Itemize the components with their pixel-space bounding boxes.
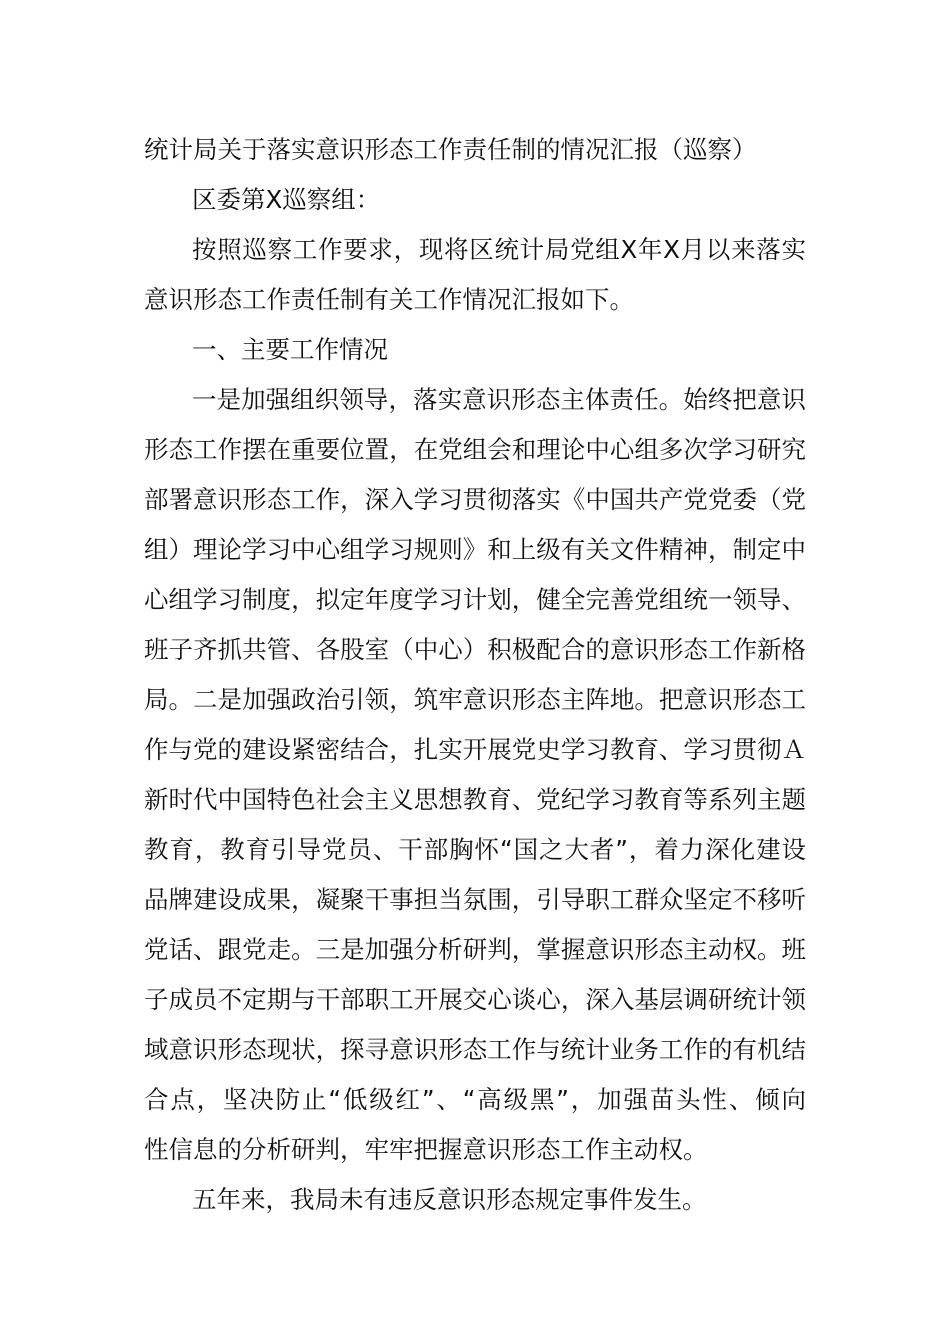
section-heading: 一、主要工作情况 — [192, 335, 388, 364]
paragraph-line: 品牌建设成果，凝聚干事担当氛围，引导职工群众坚定不移听 — [144, 885, 806, 914]
paragraph-line: 新时代中国特色社会主义思想教育、党纪学习教育等系列主题 — [144, 785, 806, 814]
paragraph-line: 组）理论学习中心组学习规则》和上级有关文件精神，制定中 — [144, 535, 806, 564]
document-title: 统计局关于落实意识形态工作责任制的情况汇报（巡察） — [144, 135, 757, 164]
paragraph-line: 形态工作摆在重要位置，在党组会和理论中心组多次学习研究 — [144, 435, 806, 464]
salutation: 区委第Ⅹ巡察组： — [192, 185, 381, 214]
paragraph-line: 意识形态工作责任制有关工作情况汇报如下。 — [144, 285, 634, 314]
paragraph-line: 党话、跟党走。三是加强分析研判，掌握意识形态主动权。班 — [144, 935, 806, 964]
paragraph-line: 教育，教育引导党员、干部胸怀“国之大者”，着力深化建设 — [144, 835, 806, 864]
paragraph-line: 部署意识形态工作，深入学习贯彻落实《中国共产党党委（党 — [144, 485, 806, 514]
closing-statement: 五年来，我局未有违反意识形态规定事件发生。 — [192, 1185, 707, 1214]
paragraph-line: 局。二是加强政治引领，筑牢意识形态主阵地。把意识形态工 — [144, 685, 806, 714]
paragraph-line: 心组学习制度，拟定年度学习计划，健全完善党组统一领导、 — [144, 585, 806, 614]
paragraph-line: 一是加强组织领导，落实意识形态主体责任。始终把意识 — [192, 385, 806, 414]
paragraph-line: 性信息的分析研判，牢牢把握意识形态工作主动权。 — [144, 1135, 708, 1164]
paragraph-line: 作与党的建设紧密结合，扎实开展党史学习教育、学习贯彻Ａ — [144, 735, 806, 764]
paragraph-line: 域意识形态现状，探寻意识形态工作与统计业务工作的有机结 — [144, 1035, 806, 1064]
paragraph-line: 按照巡察工作要求，现将区统计局党组Ⅹ年Ⅹ月以来落实 — [192, 235, 806, 264]
paragraph-line: 子成员不定期与干部职工开展交心谈心，深入基层调研统计领 — [144, 985, 806, 1014]
paragraph-line: 合点，坚决防止“低级红”、“高级黑”，加强苗头性、倾向 — [144, 1085, 806, 1114]
paragraph-line: 班子齐抓共管、各股室（中心）积极配合的意识形态工作新格 — [144, 635, 806, 664]
